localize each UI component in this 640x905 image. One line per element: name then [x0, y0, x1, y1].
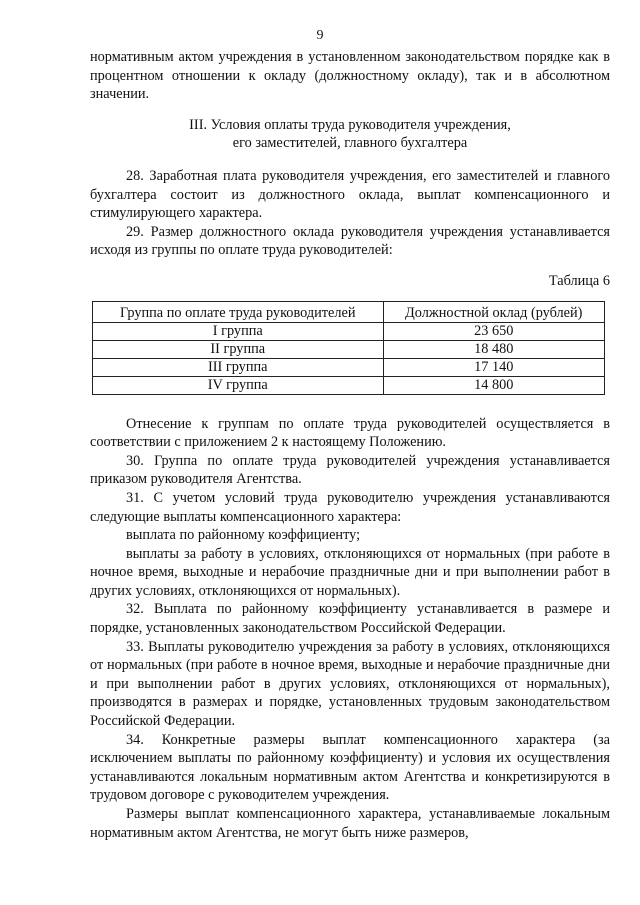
paragraph-28: 28. Заработная плата руководителя учреждения, его заместителей и главного бухгалтера состоит из должностного оклада, выплат компенсационного и стимулирующего характера. — [90, 167, 610, 222]
section-heading-line2: его заместителей, главного бухгалтера — [232, 135, 468, 152]
paragraph-34: 34. Конкретные размеры выплат компенсационного характера (за исключением выплаты по районному коэффициенту) и условия их осуществления устанавливаются локальным нормативным актом Агентства и конкретизируются в трудовом договоре с руководителем учреждения. — [90, 731, 610, 804]
table-cell-salary: 17 140 — [383, 358, 605, 376]
section-heading-line1: III. Условия оплаты труда руководителя учреждения, — [189, 116, 511, 133]
table-cell-group: IV группа — [93, 376, 384, 394]
table-cell-salary: 14 800 — [383, 376, 605, 394]
table-cell-salary: 23 650 — [383, 322, 605, 340]
paragraph-31-item-1: выплата по районному коэффициенту; — [126, 527, 361, 544]
table-label: Таблица 6 — [548, 272, 610, 289]
table-header-row — [93, 301, 605, 322]
paragraph-30: 30. Группа по оплате труда руководителей учреждения устанавливается приказом руководителя Агентства. — [90, 452, 610, 488]
table-cell-group: II группа — [93, 340, 384, 358]
table-cell-group: III группа — [93, 358, 384, 376]
table-cell-group: I группа — [93, 322, 384, 340]
intro-paragraph: нормативным актом учреждения в установленном законодательством порядке как в процентном отношении к окладу (должностному окладу), так и в абсолютном значении. — [90, 49, 610, 103]
paragraph-compensation-sizes: Размеры выплат компенсационного характера, устанавливаемые локальным нормативным актом Агентства, не могут быть ниже размеров, — [90, 806, 610, 841]
paragraph-31-item-2: выплаты за работу в условиях, отклоняющихся от нормальных (при работе в ночное время, выходные и нерабочие праздничные дни и при выполнении работ в других условиях, отклоняющихся от нормальных). — [90, 545, 610, 599]
paragraph-32: 32. Выплата по районному коэффициенту устанавливается в размере и порядке, установленных законодательством Российской Федерации. — [90, 601, 610, 637]
table-row — [93, 340, 605, 358]
table-header-group: Группа по оплате труда руководителей — [93, 301, 384, 322]
paragraph-33: 33. Выплаты руководителю учреждения за работу в условиях, отклоняющихся от нормальных (при работе в ночное время, выходные и нерабочие праздничные дни и при выполнении работ в других условиях, отклоняющихся от нормальных), производятся в размерах и порядке, установленных трудовым законодательством Российской Федерации. — [90, 638, 610, 730]
table-row — [93, 322, 605, 340]
table-row — [93, 376, 605, 394]
paragraph-group-relation: Отнесение к группам по оплате труда руководителей осуществляется в соответствии с приложением 2 к настоящему Положению. — [90, 415, 610, 451]
section-heading — [90, 116, 610, 153]
paragraph-31: 31. С учетом условий труда руководителю учреждения устанавливаются следующие выплаты компенсационного характера: — [90, 489, 610, 525]
paragraph-29: 29. Размер должностного оклада руководителя учреждения устанавливается исходя из группы по оплате труда руководителей: — [90, 223, 610, 259]
document-body — [90, 48, 610, 842]
table-header-salary: Должностной оклад (рублей) — [383, 301, 605, 322]
table-row — [93, 358, 605, 376]
table-cell-salary: 18 480 — [383, 340, 605, 358]
salary-table — [92, 301, 605, 395]
page-number: 9 — [316, 28, 324, 43]
